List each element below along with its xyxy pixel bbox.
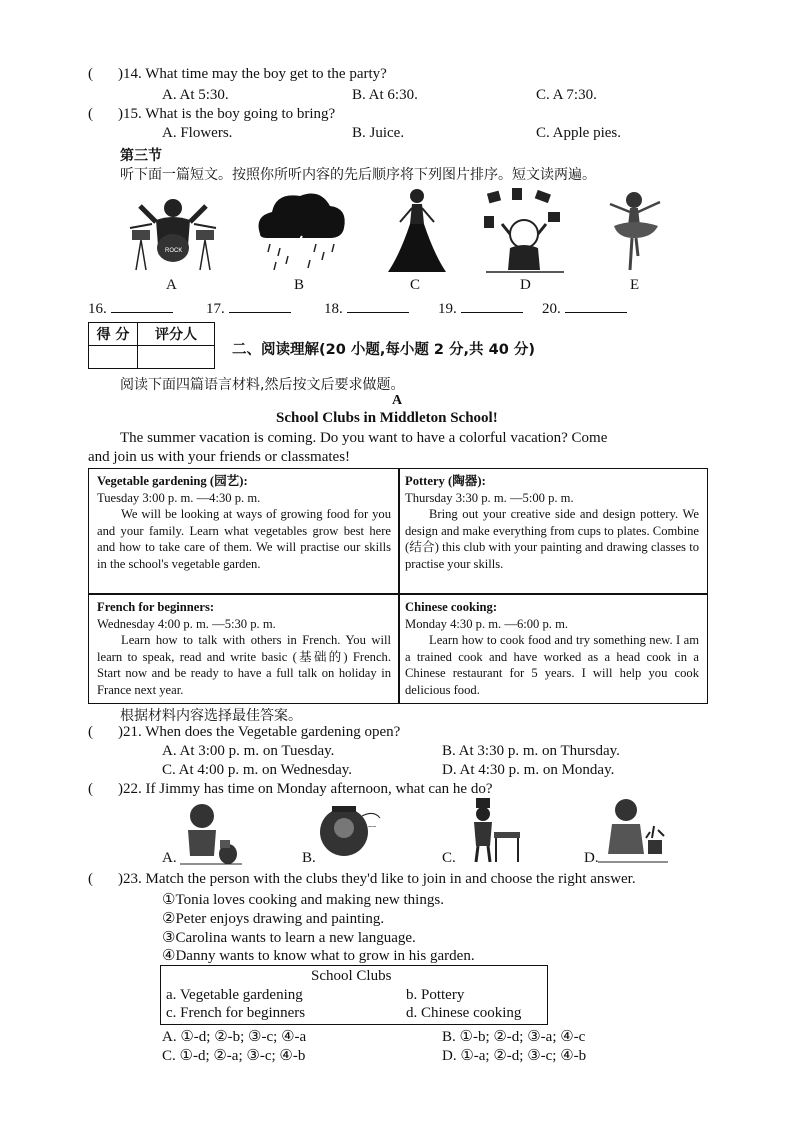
grader-cell[interactable] <box>138 346 215 369</box>
q21-option-c: C. At 4:00 p. m. on Wednesday. <box>162 762 353 778</box>
q14-option-a: A. At 5:30. <box>162 87 229 103</box>
drummer-picture <box>126 188 220 274</box>
school-clubs-box-title: School Clubs <box>311 968 392 984</box>
q14-option-c: C. A 7:30. <box>536 87 597 103</box>
answer-blank-17[interactable]: 17. <box>206 298 291 318</box>
score-header: 得 分 <box>89 323 138 346</box>
club-description: We will be looking at ways of growing food for you and your family. Learn what vegetables grow best here and how to take care of them. We will practise our skills in the school's vegetable garden. <box>97 507 391 571</box>
speech-bubble-scribble: ~~ <box>368 824 377 831</box>
club-name: Pottery (陶器): <box>405 474 486 488</box>
club-french-for-beginners <box>97 599 391 698</box>
boy-cooking-picture <box>460 796 530 866</box>
passage-letter: A <box>392 393 403 408</box>
q21-option-d: D. At 4:30 p. m. on Monday. <box>442 762 615 778</box>
q15-paren: ( <box>88 106 93 122</box>
q23-option-a: A. ①-d; ②-b; ③-c; ④-a <box>162 1029 307 1045</box>
q22-stem: )22. If Jimmy has time on Monday afternoon, what can he do? <box>118 781 493 797</box>
passage-intro-line1: The summer vacation is coming. Do you want to have a colorful vacation? Come <box>120 430 608 446</box>
club-time: Wednesday 4:00 p. m. —5:30 p. m. <box>97 616 276 631</box>
passage-intro-line2: and join us with your friends or classmates! <box>88 449 351 465</box>
q21-option-b: B. At 3:30 p. m. on Thursday. <box>442 743 620 759</box>
q21-paren: ( <box>88 724 93 740</box>
club-chinese-cooking <box>405 599 699 698</box>
score-cell[interactable] <box>89 346 138 369</box>
picture-label-b: B <box>294 277 305 293</box>
q23-paren: ( <box>88 871 93 887</box>
q23-person-4: ④Danny wants to know what to grow in his garden. <box>162 948 475 964</box>
club-time: Monday 4:30 p. m. —6:00 p. m. <box>405 616 569 631</box>
stressed-student-picture <box>482 186 568 276</box>
q23-stem: )23. Match the person with the clubs they'd like to join in and choose the right answer. <box>118 871 636 887</box>
answer-blank-18[interactable]: 18. <box>324 298 409 318</box>
q15-option-c: C. Apple pies. <box>536 125 621 141</box>
club-description: Bring out your creative side and design pottery. We design and make everything from cups to plates. Combine (结合) this club with your painting and drawing classes to practise your skills. <box>405 507 699 571</box>
picture-label-e: E <box>630 277 640 293</box>
q15-option-b: B. Juice. <box>352 125 405 141</box>
svg-text:ROCK: ROCK <box>165 248 183 254</box>
section3-instruction: 听下面一篇短文。按照你所听内容的先后顺序将下列图片排序。短文读两遍。 <box>120 167 596 183</box>
q22-option-c: C. <box>442 850 456 866</box>
club-time: Tuesday 3:00 p. m. —4:30 p. m. <box>97 490 261 505</box>
picture-label-c: C <box>410 277 421 293</box>
q23-person-3: ③Carolina wants to learn a new language. <box>162 930 416 946</box>
clubs-table <box>88 468 708 704</box>
q14-stem: )14. What time may the boy get to the party? <box>118 66 387 82</box>
answer-blank-20[interactable]: 20. <box>542 298 627 318</box>
school-clubs-item-b: b. Pottery <box>406 987 465 1003</box>
boy-gardening-picture <box>598 796 668 866</box>
picture-label-d: D <box>520 277 531 293</box>
q21-stem: )21. When does the Vegetable gardening open? <box>118 724 401 740</box>
picture-label-a: A <box>166 277 177 293</box>
club-name: Vegetable gardening (园艺): <box>97 474 248 488</box>
club-name: Chinese cooking: <box>405 600 498 614</box>
answer-blank-16[interactable]: 16. <box>88 298 173 318</box>
q23-person-2: ②Peter enjoys drawing and painting. <box>162 911 385 927</box>
club-vegetable-gardening <box>97 473 391 572</box>
q14-paren: ( <box>88 66 93 82</box>
woman-in-gown-picture <box>386 184 448 276</box>
school-clubs-item-d: d. Chinese cooking <box>406 1005 522 1021</box>
club-time: Thursday 3:30 p. m. —5:00 p. m. <box>405 490 574 505</box>
boy-speaking-french-picture <box>318 798 382 864</box>
club-description: Learn how to talk with others in French. You will learn to speak, read and write basic (基础的) French. Start now and be ready to have a full talk on holiday in France next year. <box>97 633 391 697</box>
boy-with-pottery-picture <box>180 800 242 866</box>
q23-option-c: C. ①-d; ②-a; ③-c; ④-b <box>162 1048 306 1064</box>
q14-option-b: B. At 6:30. <box>352 87 418 103</box>
club-description: Learn how to cook food and try something new. I am a trained cook and have worked as a head cook in a Chinese restaurant for 5 years. I will help you cook delicious food. <box>405 633 699 697</box>
q15-option-a: A. Flowers. <box>162 125 233 141</box>
q22-option-d: D. <box>584 850 599 866</box>
rain-cloud-picture <box>250 186 350 276</box>
reading-instruction: 阅读下面四篇语言材料,然后按文后要求做题。 <box>120 377 405 393</box>
club-name: French for beginners: <box>97 600 215 614</box>
answer-blank-19[interactable]: 19. <box>438 298 523 318</box>
q22-option-b: B. <box>302 850 316 866</box>
grader-header: 评分人 <box>138 323 215 346</box>
q21-option-a: A. At 3:00 p. m. on Tuesday. <box>162 743 335 759</box>
passage-title: School Clubs in Middleton School! <box>276 410 498 426</box>
q23-option-d: D. ①-a; ②-d; ③-c; ④-b <box>442 1048 587 1064</box>
q22-option-a: A. <box>162 850 177 866</box>
school-clubs-item-c: c. French for beginners <box>166 1005 306 1021</box>
q23-person-1: ①Tonia loves cooking and making new things. <box>162 892 444 908</box>
ballet-dancer-picture <box>600 186 672 274</box>
choose-instruction: 根据材料内容选择最佳答案。 <box>120 708 302 724</box>
club-pottery <box>405 473 699 572</box>
q22-paren: ( <box>88 781 93 797</box>
q23-option-b: B. ①-b; ②-d; ③-a; ④-c <box>442 1029 586 1045</box>
reading-part-title: 二、阅读理解(20 小题,每小题 2 分,共 40 分) <box>232 342 535 358</box>
q15-stem: )15. What is the boy going to bring? <box>118 106 336 122</box>
section3-title: 第三节 <box>120 148 162 164</box>
score-box <box>88 322 215 369</box>
school-clubs-item-a: a. Vegetable gardening <box>166 987 303 1003</box>
